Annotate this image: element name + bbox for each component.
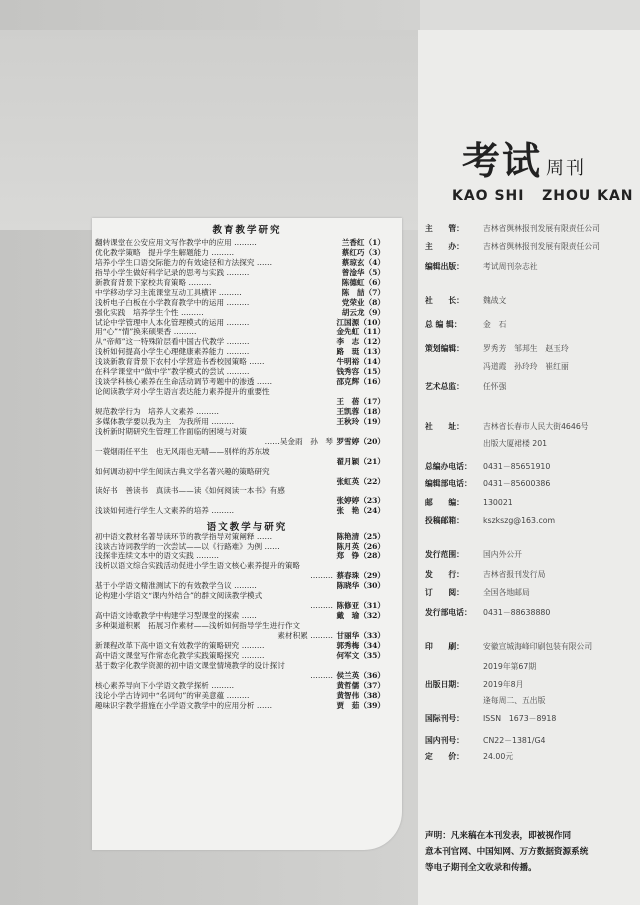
toc-entry-author-page: 李 志（12）	[336, 337, 385, 347]
toc-entry-title: ………	[310, 601, 333, 611]
toc-entry-title: 浅析电子白板在小学教育教学中的运用 ………	[95, 297, 250, 307]
toc-entry-title: 培养小学生口语交际能力的有效途径和方法探究 ……	[95, 257, 273, 267]
info-label: 国内刊号：	[425, 736, 464, 745]
toc-entry	[95, 258, 385, 268]
toc-section-title: 语文教学与研究	[206, 521, 288, 533]
toc-entry	[95, 496, 385, 506]
info-row	[425, 587, 530, 598]
toc-entry-title: 强化实践 培养学生个性 ………	[95, 307, 204, 317]
toc-entry	[95, 651, 385, 661]
info-row	[425, 713, 556, 724]
info-value: CN22－1381/G4	[483, 736, 546, 745]
toc-entry	[95, 337, 385, 347]
info-value: 逢每周二、五出版	[483, 696, 546, 705]
info-value: 吉林省报刊发行局	[483, 570, 546, 579]
toc-entry-author-page: 郑 铮（28）	[336, 551, 385, 561]
toc-entry-author-page: 王 蓓（17）	[336, 397, 385, 406]
toc-entry	[95, 561, 385, 571]
toc-entry	[95, 551, 385, 561]
toc-entry-author-page: 陈艳清（25）	[336, 531, 385, 541]
toc-entry	[95, 542, 385, 552]
toc-entry	[95, 377, 385, 387]
toc-section-title: 教育教学研究	[212, 225, 282, 236]
toc-entry-author-page: 蔡琼玄（4）	[341, 257, 385, 267]
info-row	[425, 461, 550, 472]
toc-entry-title: 浅论小学古诗词中“名词句”的审美意蕴 ………	[95, 690, 250, 700]
info-value: ISSN 1673－8918	[483, 714, 557, 723]
toc-entry	[95, 611, 385, 621]
info-row	[425, 549, 522, 560]
statement-line: 声明：凡来稿在本刊发表，即被视作同	[425, 831, 572, 841]
toc-entry	[95, 661, 385, 671]
toc-entry	[95, 477, 385, 487]
toc-entry-author-page: 金先虹（11）	[336, 327, 385, 337]
info-value: 出版大厦裙楼 201	[483, 439, 548, 448]
toc-entry	[95, 238, 385, 248]
info-row	[425, 261, 538, 272]
toc-entry-author-page: 黄智伟（38）	[336, 690, 385, 700]
toc-entry-author-page: 陈月英（26）	[336, 541, 385, 551]
toc-entry-title: 素材积累 ………	[277, 630, 333, 640]
toc-entry	[95, 278, 385, 288]
info-label: 策划编辑：	[425, 344, 464, 353]
toc-entry	[95, 308, 385, 318]
toc-entry-title: 从“帝师”这一特殊阶层看中国古代教学 ………	[95, 337, 250, 347]
toc-entry	[95, 601, 385, 611]
toc-entry-title: 浅析如何提高小学生心理健康素养能力 ………	[95, 347, 250, 357]
info-value: 130021	[483, 498, 513, 507]
info-row	[425, 421, 589, 432]
toc-entry-author-page: 陈德虹（6）	[341, 277, 385, 287]
toc-entry	[95, 457, 385, 467]
info-label: 定 价：	[425, 752, 464, 761]
info-value: 罗秀芳 邹邦生 赵玉玲	[483, 344, 569, 353]
toc-entry-title: 试论中学管理中人本化管理模式的运用 ………	[95, 317, 250, 327]
toc-entry	[95, 347, 385, 357]
toc-entry-title: 读好书 善读书 真读书——读《如何阅读一本书》有感	[95, 486, 285, 496]
toc-entry-title: 浅谈如何进行学生人文素养的培养 ………	[95, 506, 235, 516]
toc-entry-title: 基于小学语文精准测试下的有效教学刍议 ………	[95, 581, 257, 591]
info-row	[425, 381, 506, 392]
toc-entry-author-page: 路 珽（13）	[336, 347, 385, 357]
toc-entry	[95, 621, 385, 631]
toc-entry-author-page: 曾淦华（5）	[341, 267, 385, 277]
toc-entry-author-page: 戴 瑜（32）	[336, 611, 385, 621]
toc-entry	[95, 671, 385, 681]
info-label: 发行范围：	[425, 550, 464, 559]
toc-entry	[95, 417, 385, 427]
toc-entry-author-page: 陈 喆（7）	[341, 287, 385, 297]
toc-entry	[95, 447, 385, 457]
info-label: 印 刷：	[425, 642, 464, 651]
info-row	[425, 361, 569, 372]
toc-entry-title: 一蓑烟雨任平生 也无风雨也无晴——别样的苏东坡	[95, 446, 270, 456]
toc-entry	[95, 318, 385, 328]
toc-entry-title: 浅谈新教育背景下农村小学营造书香校园策略 ……	[95, 357, 265, 367]
info-row	[425, 661, 536, 672]
toc-entry	[95, 631, 385, 641]
toc-entry-title: 浅探非连续文本中的语文实践 ………	[95, 551, 219, 561]
info-value: 0431－85600386	[483, 479, 551, 488]
toc-entry	[95, 467, 385, 477]
info-row	[425, 641, 592, 652]
toc-entry-author-page: 张婷婷（23）	[336, 496, 385, 506]
toc-entry	[95, 288, 385, 298]
toc-entry-author-page: 兰香红（1）	[341, 238, 385, 247]
info-row	[425, 438, 547, 449]
info-row	[425, 343, 569, 354]
toc-entry	[95, 407, 385, 417]
toc-entry-title: 在科学课堂中“做中学”教学模式的尝试 ………	[95, 367, 250, 377]
info-value: 魏战文	[483, 296, 507, 305]
toc-entry-title: 浅谈学科核心素养在生命活动调节考题中的渗透 ……	[95, 377, 273, 387]
toc-entry	[95, 367, 385, 377]
info-row	[425, 735, 545, 746]
info-row	[425, 319, 506, 330]
info-label: 出版日期：	[425, 680, 464, 689]
toc-entry-title: 多种渠道积累 拓展习作素材——浅析如何指导学生进行作文	[95, 621, 301, 631]
toc-entry-title: 核心素养导向下小学语文教学探析 ………	[95, 680, 235, 690]
info-value: 2019年8月	[483, 680, 524, 689]
toc-entry	[95, 437, 385, 447]
toc-entry-title: 趣味识字教学措施在小学语文教学中的应用分析 ……	[95, 700, 273, 710]
toc-entry-author-page: 陈晓华（30）	[336, 581, 385, 591]
toc-entry-title: 新教育背景下家校共育策略 ………	[95, 277, 212, 287]
toc-entry-author-page: 蔡春珠（29）	[336, 571, 385, 581]
toc-entry-title: 基于数字化教学资源的初中语文课堂情境教学的设计探讨	[95, 660, 285, 670]
toc-entry	[95, 701, 385, 711]
info-value: 冯道霞 孙玲玲 崔红丽	[483, 362, 569, 371]
info-row	[425, 515, 555, 526]
info-row	[425, 751, 513, 762]
toc-entry-title: ………	[310, 670, 333, 680]
info-value: 2019年第67期	[483, 662, 537, 671]
info-value: 0431－85651910	[483, 462, 551, 471]
cover-image-area	[0, 30, 420, 230]
toc-entry-title: ……吴金雨 孙 琴	[264, 436, 333, 446]
toc-entry-author-page: 罗雪婷（20）	[336, 436, 385, 446]
toc-entry	[95, 532, 385, 542]
info-label: 总编办电话：	[425, 462, 472, 471]
toc-entry	[95, 327, 385, 337]
toc-entry-title: 多媒体教学要以我为主 为我所用 ………	[95, 416, 235, 426]
toc-entry-title: 论阅读教学对小学生语言表达能力素养提升的重要性	[95, 387, 270, 397]
info-value: 0431－88638880	[483, 608, 551, 617]
toc-entry	[95, 691, 385, 701]
info-value: 吉林省长春市人民大街4646号	[483, 422, 589, 431]
toc-entry-author-page: 翟月颖（21）	[336, 456, 385, 466]
toc-entry	[95, 427, 385, 437]
toc-entry	[95, 506, 385, 516]
toc-entry	[95, 571, 385, 581]
toc-entry-title: 初中语文教材名著导读环节的教学指导对策阐释 ……	[95, 531, 273, 541]
toc-entry	[95, 268, 385, 278]
info-row	[425, 478, 550, 489]
info-value: 吉林省舆林报刊发展有限责任公司	[483, 224, 600, 233]
toc-entry-author-page: 邵克辉（16）	[336, 377, 385, 387]
toc-entry-author-page: 侯兰英（36）	[336, 670, 385, 680]
toc-entry-author-page: 钱秀容（15）	[336, 367, 385, 377]
info-value: 安徽宣城海峰印刷包装有限公司	[483, 642, 593, 651]
info-value: 金 石	[483, 320, 507, 329]
toc-entry	[95, 681, 385, 691]
toc-entry-title: 中学移动学习主流课堂互动工具横评 ………	[95, 287, 242, 297]
toc-entry	[95, 397, 385, 407]
toc-entry	[95, 298, 385, 308]
toc-entry-title: 论构建小学语文“课内外结合”的群文阅读教学模式	[95, 591, 263, 601]
info-label: 编辑部电话：	[425, 479, 472, 488]
info-value: 考试周刊杂志社	[483, 262, 538, 271]
info-row	[425, 223, 600, 234]
info-label: 主 办：	[425, 242, 464, 251]
toc-entry-author-page: 牛明裕（14）	[336, 357, 385, 367]
toc-entry-author-page: 贾 茹（39）	[336, 700, 385, 710]
toc-entry-author-page: 黄哲儒（37）	[336, 680, 385, 690]
toc-section-list	[95, 238, 385, 516]
info-value: 全国各地邮局	[483, 588, 530, 597]
info-label: 发 行：	[425, 570, 464, 579]
info-label: 国际刊号：	[425, 714, 464, 723]
toc-entry-title: 新课程改革下高中语文有效教学的策略研究 ………	[95, 640, 265, 650]
toc-entry-title: 指导小学生做好科学记录的思考与实践 ………	[95, 267, 250, 277]
info-value: 24.00元	[483, 752, 514, 761]
toc-entry	[95, 357, 385, 367]
toc-entry-title: 浅析新时期研究生管理工作面临的困境与对策	[95, 426, 247, 436]
info-label: 总 编 辑：	[425, 320, 462, 329]
magazine-title: 考试 周刊	[462, 138, 587, 183]
info-row	[425, 497, 513, 508]
toc-entry	[95, 581, 385, 591]
toc-entry	[95, 591, 385, 601]
toc-entry-author-page: 张 艳（24）	[336, 506, 385, 516]
toc-entry-title: 翻转课堂在公安应用文写作教学中的应用 ………	[95, 238, 257, 247]
toc-entry	[95, 641, 385, 651]
toc-entry-author-page: 陈修亚（31）	[336, 601, 385, 611]
toc-entry-author-page: 甘丽华（33）	[336, 630, 385, 640]
toc-entry-author-page: 江国源（10）	[336, 317, 385, 327]
toc-section-list	[95, 532, 385, 711]
toc-entry-author-page: 张虹英（22）	[336, 476, 385, 486]
info-row	[425, 679, 523, 690]
toc-entry	[95, 387, 385, 397]
toc-entry-author-page: 党荣业（8）	[341, 297, 385, 307]
info-value: kszkszg@163.com	[483, 516, 556, 525]
toc-entry-title: ………	[310, 571, 333, 581]
info-value: 吉林省舆林报刊发展有限责任公司	[483, 242, 600, 251]
info-label: 社 长：	[425, 296, 464, 305]
info-row	[425, 241, 600, 252]
info-label: 艺术总监：	[425, 382, 464, 391]
toc-entry-title: 如何调动初中学生阅读古典文学名著兴趣的策略研究	[95, 466, 270, 476]
toc-entry-title: 优化教学策略 提升学生解题能力 ………	[95, 247, 235, 257]
toc-entry-author-page: 何军文（35）	[336, 650, 385, 660]
info-label: 编辑出版：	[425, 262, 464, 271]
toc-entry-title: 浅析以语文综合实践活动促进小学生语文核心素养提升的策略	[95, 561, 301, 571]
info-row	[425, 295, 506, 306]
toc-entry-title: 用“心”“情”换来硕果香 ………	[95, 327, 197, 337]
info-label: 订 阅：	[425, 588, 464, 597]
info-label: 社 址：	[425, 422, 464, 431]
toc-entry-title: 高中语文课堂写作常态化教学实践策略探究 ………	[95, 650, 265, 660]
toc-entry-author-page: 郭秀梅（34）	[336, 640, 385, 650]
info-value: 国内外公开	[483, 550, 522, 559]
toc-entry-author-page: 蔡红巧（3）	[341, 247, 385, 257]
statement-line: 意本刊官网、中国知网、万方数据资源系统	[425, 847, 589, 857]
table-of-contents	[92, 218, 402, 850]
magazine-title-pinyin: KAO SHI ZHOU KAN	[452, 188, 634, 204]
toc-entry-title: 高中语文诗歌教学中构建学习型课堂的探索 ……	[95, 611, 257, 621]
info-row	[425, 695, 545, 706]
info-value: 任怀强	[483, 382, 507, 391]
toc-entry-title: 规范教学行为 培养人文素养 ………	[95, 406, 219, 416]
info-label: 邮 编：	[425, 498, 464, 507]
statement-line: 等电子期刊全文收录和传播。	[425, 863, 537, 873]
info-label: 发行部电话：	[425, 608, 472, 617]
toc-entry	[95, 486, 385, 496]
info-row	[425, 569, 545, 580]
info-row	[425, 607, 550, 618]
toc-entry-author-page: 胡云龙（9）	[341, 307, 385, 317]
toc-entry-title: 浅谈古诗词教学的一次尝试——以《行路难》为例 ……	[95, 541, 280, 551]
toc-entry	[95, 248, 385, 258]
info-label: 投稿邮箱：	[425, 516, 464, 525]
copyright-statement	[425, 828, 637, 876]
info-label: 主 管：	[425, 224, 464, 233]
toc-entry-author-page: 王秋玲（19）	[336, 416, 385, 426]
toc-entry-author-page: 王凯蓉（18）	[336, 406, 385, 416]
